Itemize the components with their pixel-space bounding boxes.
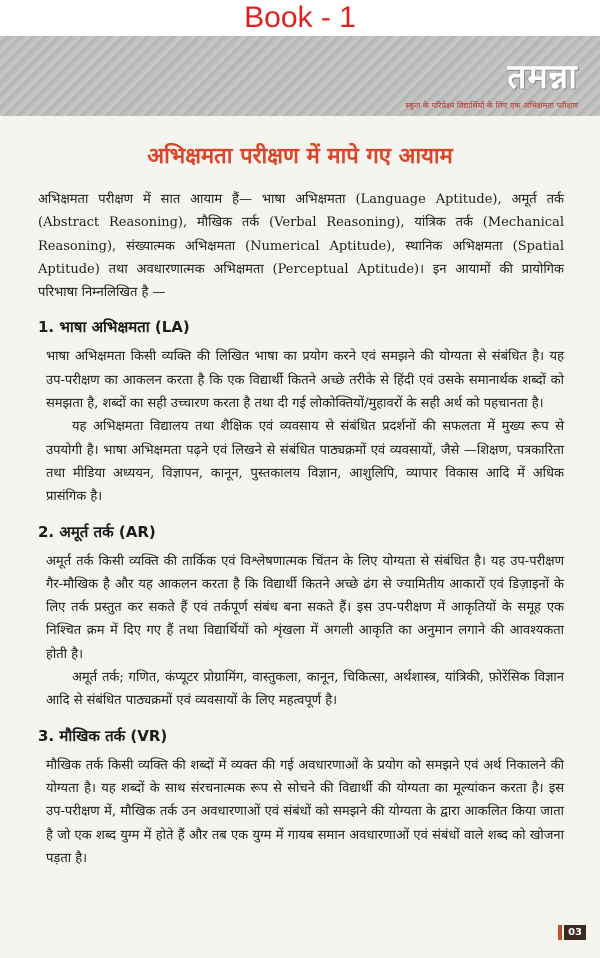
- section-body-ar: [38, 550, 564, 713]
- section-body-la: [38, 345, 564, 508]
- book-label: Book - 1: [0, 0, 600, 36]
- section-heading-ar: 2. अमूर्त तर्क (AR): [38, 522, 156, 541]
- page-content: [38, 188, 564, 870]
- page-title: अभिक्षमता परीक्षण में मापे गए आयाम: [147, 144, 453, 169]
- intro-paragraph: अभिक्षमता परीक्षण में सात आयाम हैं— भाषा अभिक्षमता (Language Aptitude), अमूर्त तर्क (Abstract Reasoning), मौखिक तर्क (Verbal Reasoning), यांत्रिक तर्क (Mechanical Reasoning), संख्यात्मक अभिक्षमता (Numerical Aptitude), स्थानिक अभिक्षमता (Spatial Aptitude) तथा अवधारणात्मक अभिक्षमता (Perceptual Aptitude)। इन आयामों की प्रायोगिक परिभाषा निम्नलिखित है —: [38, 192, 564, 301]
- page-number: 03: [564, 925, 586, 940]
- paragraph: यह अभिक्षमता विद्यालय तथा शैक्षिक एवं व्यवसाय से संबंधित प्रदर्शनों की सफलता में मुख्य रूप से उपयोगी है। भाषा अभिक्षमता पढ़ने एवं लिखने से संबंधित पाठ्यक्रमों एवं व्यवसायों, जैसे —शिक्षण, पत्रकारिता तथा मीडिया अध्ययन, विज्ञापन, कानून, पुस्तकालय विज्ञान, आशुलिपि, व्यापार विकास आदि में अधिक प्रासंगिक है।: [46, 419, 564, 505]
- section-heading-vr: 3. मौखिक तर्क (VR): [38, 726, 168, 745]
- header-banner: [0, 36, 600, 116]
- paragraph: अमूर्त तर्क; गणित, कंप्यूटर प्रोग्रामिंग, वास्तुकला, कानून, चिकित्सा, अर्थशास्त्र, यांत्रिकी, फ़ोरेंसिक विज्ञान आदि से संबंधित पाठ्यक्रमों एवं व्यवसायों के लिए महत्वपूर्ण है।: [46, 670, 564, 709]
- section-body-vr: [38, 754, 564, 870]
- paragraph: मौखिक तर्क किसी व्यक्ति की शब्दों में व्यक्त की गई अवधारणाओं के प्रयोग को समझने एवं अर्थ निकालने की योग्यता है। यह शब्दों के साथ संरचनात्मक रूप से सोचने की विद्यार्थी की योग्यता का मूल्यांकन करता है। इस उप-परीक्षण में, मौखिक तर्क उन अवधारणाओं एवं संबंधों को समझने की योग्यता के द्वारा आकलित किया जाता है जो एक शब्द युग्म में होते हैं और तब एक युग्म में गायब समान अवधारणाओं एवं संबंधों वाले शब्द को खोजना पड़ता है।: [46, 757, 564, 866]
- brand-logo: तमन्ना: [507, 57, 578, 97]
- paragraph: भाषा अभिक्षमता किसी व्यक्ति की लिखित भाषा का प्रयोग करने एवं समझने की योग्यता से संबंधित है। यह उप-परीक्षण का आकलन करता है कि एक विद्यार्थी कितने अच्छे तरीके से हिंदी एवं उसके समानार्थक शब्दों को समझता है, शब्दों का सही उच्चारण करता है तथा दी गई लोकोक्तियों/मुहावरों के सही अर्थ को पहचानता है।: [46, 349, 564, 412]
- section-heading-la: 1. भाषा अभिक्षमता (LA): [38, 318, 190, 337]
- brand-tagline: स्कूल के परिप्रेक्ष्य विद्यार्थियों के लिए एक अभिक्षमता परीक्षण: [405, 101, 578, 110]
- paragraph: अमूर्त तर्क किसी व्यक्ति की तार्किक एवं विश्लेषणात्मक चिंतन के लिए योग्यता से संबंधित है। यह उप-परीक्षण गैर-मौखिक है और यह आकलन करता है कि विद्यार्थी कितने अच्छे ढंग से ज्यामितीय आकारों एवं डिज़ाइनों के लिए तर्क प्रस्तुत कर सकते हैं एवं तर्कपूर्ण संबंध बना सकते हैं। इस उप-परीक्षण में आकृतियों के समूह एक निश्चित क्रम में दिए गए हैं तथा विद्यार्थियों को शृंखला में अगली आकृति का अनुमान लगाने की आवश्यकता होती है।: [46, 553, 564, 662]
